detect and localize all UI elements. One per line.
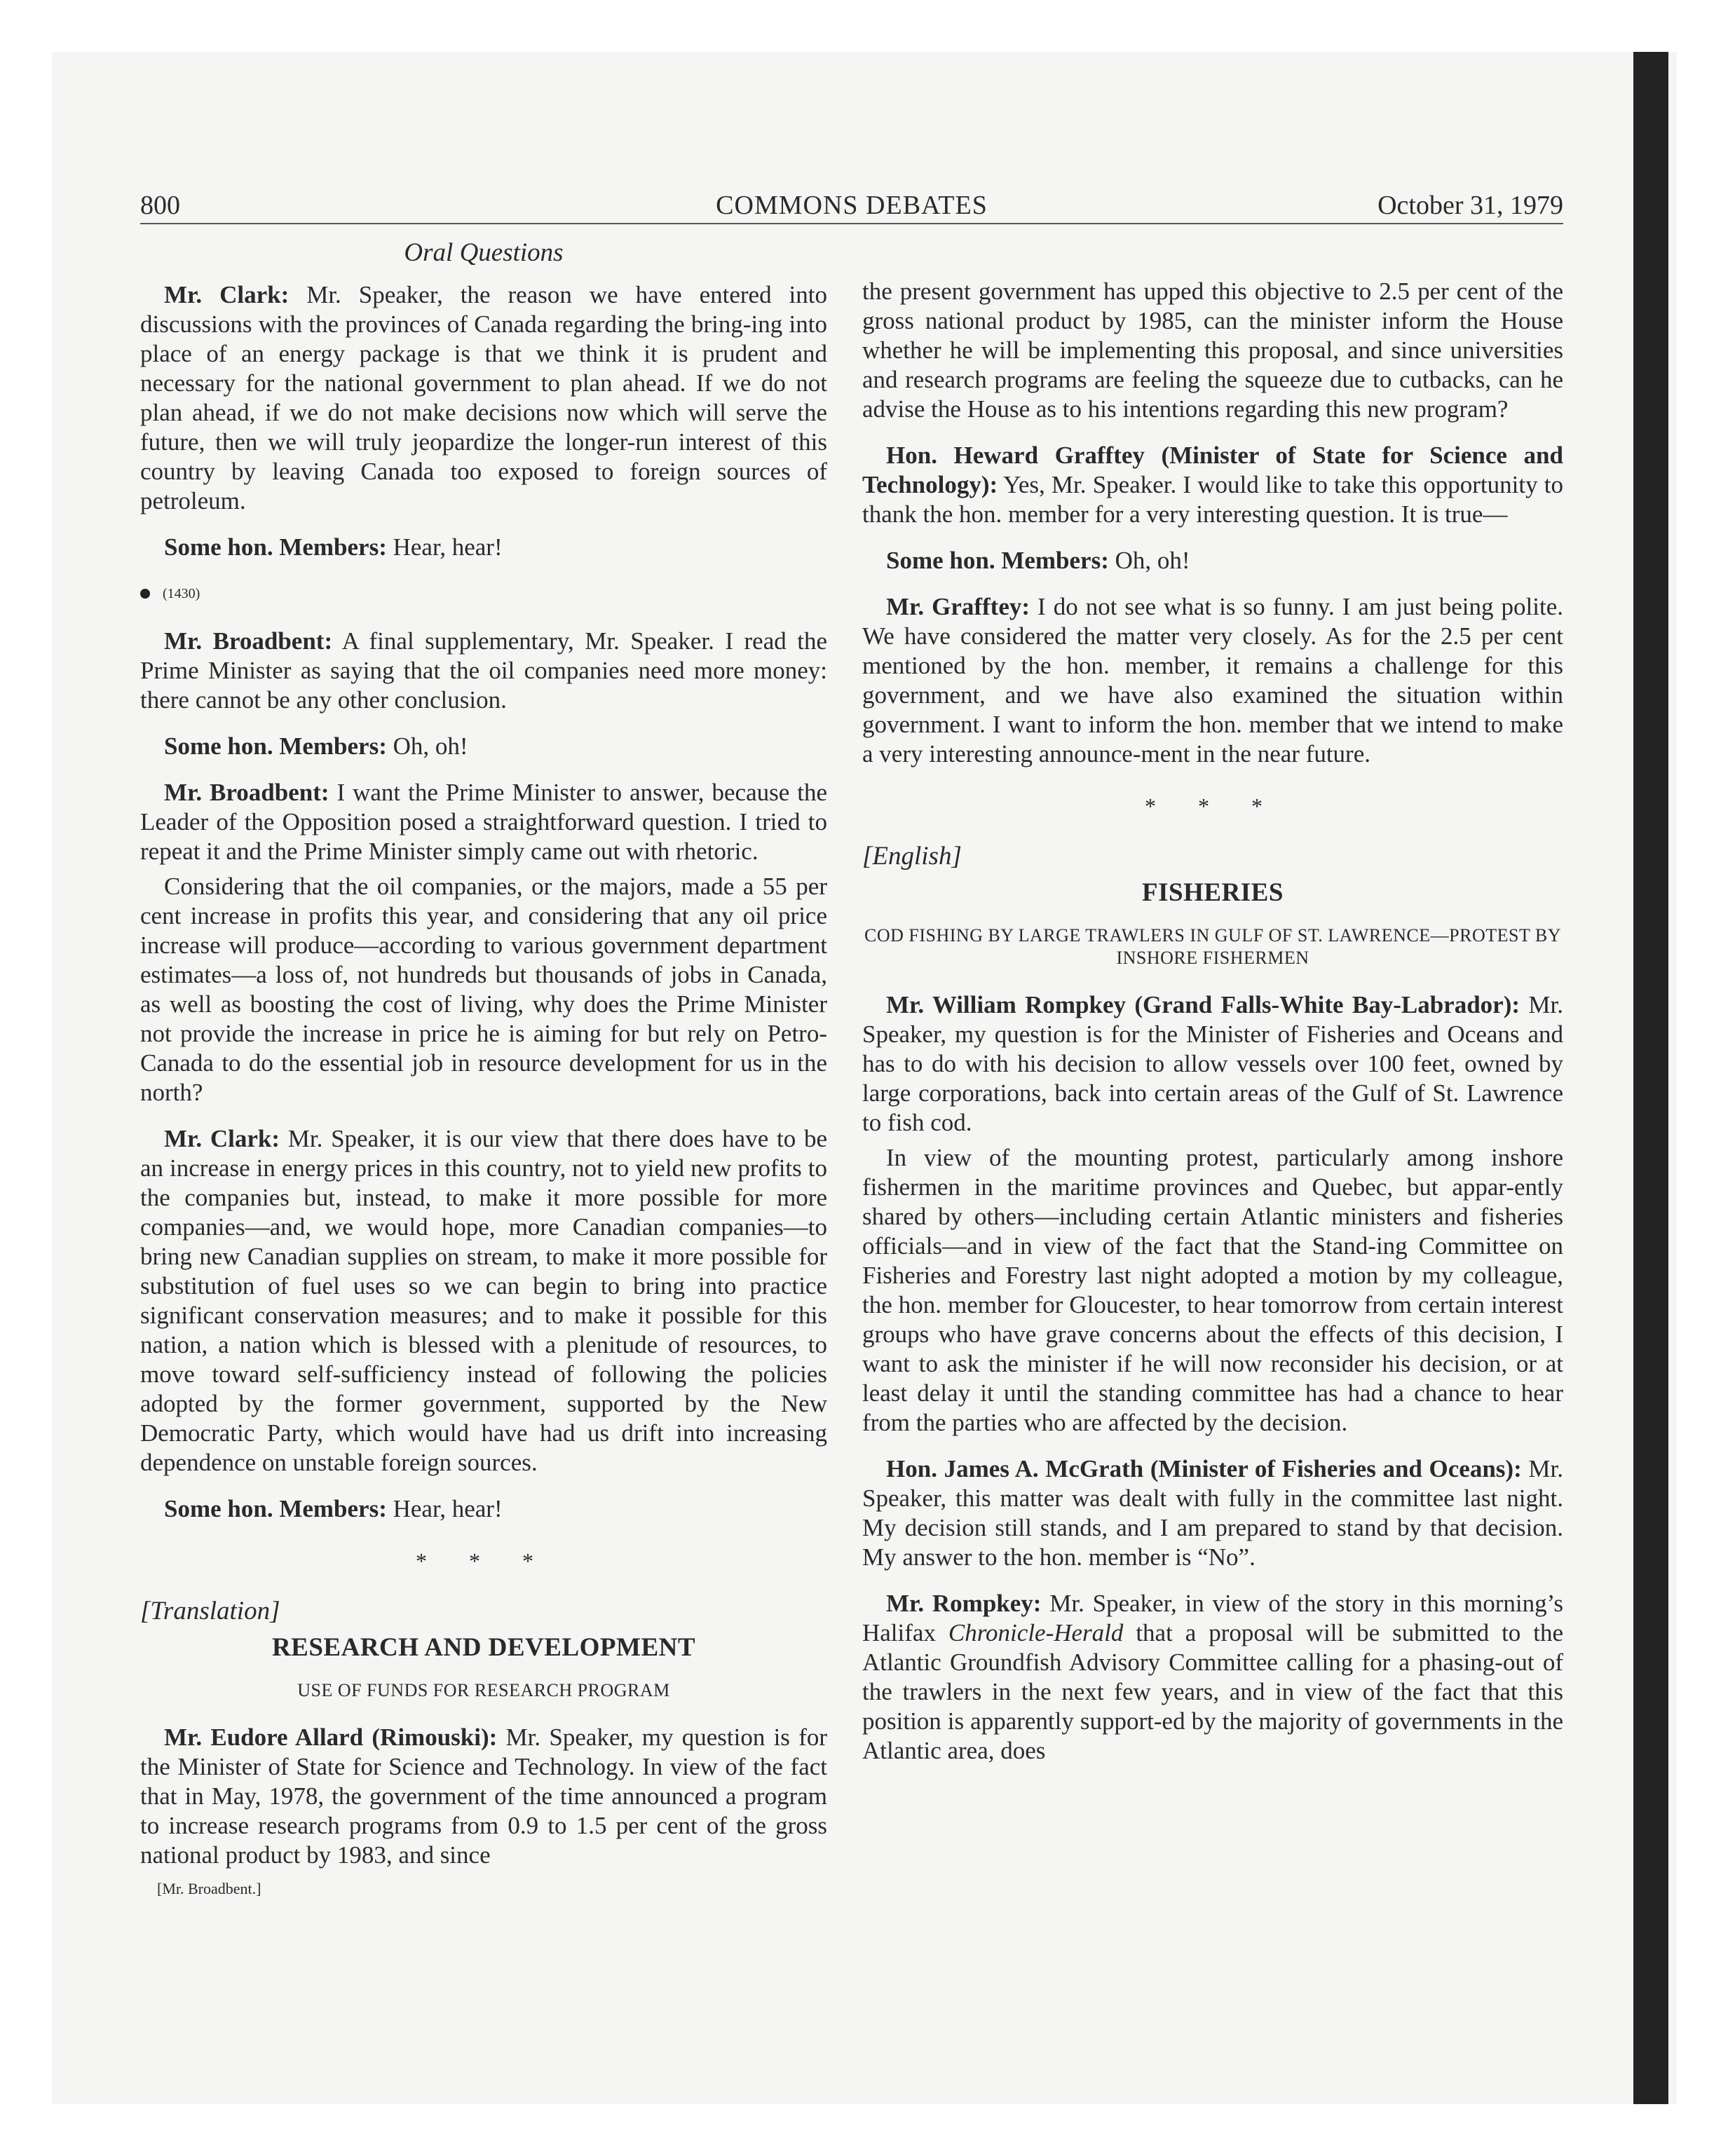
language-tag: [Translation] [140, 1597, 280, 1625]
speaker-name: Mr. Eudore Allard (Rimouski): [164, 1724, 498, 1751]
bullet-icon [140, 589, 150, 599]
speaker-name: Mr. Grafftey: [886, 593, 1030, 620]
speech-text: Mr. Speaker, the reason we have entered into discussions with the provinces of Canada regarding the bring-ing into place of an energy package is that we think it is prudent and necessary for the national government to plan ahead. If we do not plan ahead, if we do not make decisions now which will serve the future, then we will truly jeopardize the longer-run interest of this country by leaving Canada too exposed to foreign sources of petroleum. [140, 281, 827, 514]
section-label: Oral Questions [404, 238, 564, 267]
paragraph: the present government has upped this objective to 2.5 per cent of the gross national product by 1985, can the minister inform the House whether he will be implementing this proposal, and since universities and research programs are feeling the squeeze due to cutbacks, can he advise the House as to his intentions regarding this new program? [862, 278, 1563, 423]
binding-edge [1633, 52, 1668, 2104]
speech-text: Mr. Speaker, this matter was dealt with fully in the committee last night. My decision still stands, and I am prepared to stand by that decision. My answer to the hon. member is “No”. [862, 1455, 1563, 1571]
speaker-name: Mr. Broadbent: [164, 779, 329, 806]
speech-text: I do not see what is so funny. I am just being polite. We have considered the matter very closely. As for the 2.5 per cent mentioned by the hon. member, it remains a challenge for this government, and we have also examined the situation within government. I want to inform the hon. member that we intend to make a very interesting announce-ment in the near future. [862, 593, 1563, 767]
section-subheading: COD FISHING BY LARGE TRAWLERS IN GULF OF ST. LAWRENCE—PROTEST BY INSHORE FISHERMEN [864, 925, 1561, 968]
paragraph [140, 280, 827, 516]
time-marker [140, 579, 827, 608]
paragraph [140, 533, 827, 562]
speaker-name: Some hon. Members: [164, 533, 387, 561]
paragraph [862, 592, 1563, 769]
newspaper-title: Chronicle-Herald [948, 1619, 1124, 1646]
paragraph [140, 1494, 827, 1524]
speech-text: I want the Prime Minister to answer, because the Leader of the Opposition posed a straightforward question. I tried to repeat it and the Prime Minister simply came out with rhetoric. [140, 779, 827, 865]
speech-text: Mr. Speaker, my question is for the Minister of State for Science and Technology. In view of the fact that in May, 1978, the government of the time announced a program to increase research programs from 0.9 to 1.5 per cent of the gross national product by 1983, and since [140, 1724, 827, 1869]
speech-text: Oh, oh! [1108, 547, 1190, 574]
section-subheading: USE OF FUNDS FOR RESEARCH PROGRAM [297, 1680, 670, 1700]
section-divider: * * * [416, 1548, 552, 1574]
paragraph [140, 732, 827, 761]
speech-text: A final supplementary, Mr. Speaker. I read the Prime Minister as saying that the oil companies need more money: there cannot be any other conclusion. [140, 627, 827, 714]
speech-text: Mr. Speaker, my question is for the Minister of Fisheries and Oceans and has to do with his decision to allow vessels over 100 feet, owned by large corporations, back into certain areas of the Gulf of St. Lawrence to fish cod. [862, 991, 1563, 1136]
speech-text: Mr. Speaker, in view of the story in this morning’s Halifax [862, 1590, 1563, 1646]
speech-text: that a proposal will be submitted to the Atlantic Groundfish Advisory Committee calling for a phasing-out of the trawlers in the next few years, and in view of the fact that this position is apparently support-ed by the majority of governments in the Atlantic area, does [862, 1619, 1563, 1764]
speaker-name: Some hon. Members: [886, 547, 1109, 574]
section-divider: * * * [1145, 793, 1281, 819]
paragraph: Considering that the oil companies, or the majors, made a 55 per cent increase in profits this year, and considering that any oil price increase will produce—according to various government department estimates—a loss of, not hundreds but thousands of jobs in Canada, as well as boosting the cost of living, why does the Prime Minister not provide the increase in price he is aiming for but rely on Petro-Canada to do the essential job in resource development for us in the north? [140, 873, 827, 1106]
page-header [140, 188, 1563, 224]
paragraph [862, 546, 1563, 575]
paragraph [140, 1124, 827, 1478]
speaker-name: Mr. Rompkey: [886, 1590, 1042, 1617]
page-date: October 31, 1979 [1377, 191, 1563, 220]
speaker-name: Some hon. Members: [164, 732, 387, 760]
speech-text: Oh, oh! [386, 732, 468, 760]
page-number: 800 [140, 191, 180, 220]
language-tag: [English] [862, 842, 962, 871]
speaker-name: Hon. Heward Grafftey (Minister of State for Science and Technology): [862, 442, 1563, 498]
speech-text: Mr. Speaker, it is our view that there does have to be an increase in energy prices in this country, not to yield new profits to the companies but, instead, to make it more possible for more companies—and, we would hope, more Canadian companies—to bring new Canadian supplies on stream, to make it more possible for substitution of fuel uses so we can begin to bring into practice significant conservation measures; and to make it possible for this nation, a nation which is blessed with a plenitude of resources, to move toward self-sufficiency instead of following the policies adopted by the former government, supported by the New Democratic Party, which would have had us drift into increasing dependence on unstable foreign sources. [140, 1125, 827, 1476]
speaker-name: Mr. Clark: [164, 281, 290, 308]
speech-text: Yes, Mr. Speaker. I would like to take this opportunity to thank the hon. member for a very interesting question. It is true— [862, 471, 1563, 528]
speaker-name: Hon. James A. McGrath (Minister of Fisheries and Oceans): [886, 1455, 1522, 1482]
paragraph [862, 990, 1563, 1138]
section-heading: FISHERIES [1142, 878, 1284, 907]
footnote: [Mr. Broadbent.] [157, 1880, 261, 1897]
speaker-name: Mr. Broadbent: [164, 627, 333, 655]
speech-text: Hear, hear! [386, 533, 503, 561]
right-column [862, 277, 1563, 1782]
time-marker-text: (1430) [163, 586, 200, 601]
paragraph [140, 627, 827, 715]
paragraph: In view of the mounting protest, particularly among inshore fishermen in the maritime provinces and Quebec, but appar-ently shared by others—including certain Atlantic ministers and fisheries officials—and in view of the fact that the Stand-ing Committee on Fisheries and Forestry last night adopted a motion by my colleague, the hon. member for Gloucester, to hear tomorrow from certain interest groups who have grave concerns about the effects of this decision, I want to ask the minister if he will now reconsider his decision, or at least delay it until the standing committee has had a chance to hear from the parties who are affected by the decision. [862, 1144, 1563, 1436]
left-column [140, 238, 827, 1904]
paragraph [862, 1454, 1563, 1572]
speech-text: Hear, hear! [386, 1495, 503, 1522]
paragraph [140, 1723, 827, 1870]
paragraph [862, 1589, 1563, 1766]
publication-title: COMMONS DEBATES [716, 191, 988, 220]
section-heading: RESEARCH AND DEVELOPMENT [271, 1633, 696, 1662]
speaker-name: Mr. William Rompkey (Grand Falls-White Bay-Labrador): [886, 991, 1520, 1018]
speaker-name: Some hon. Members: [164, 1495, 387, 1522]
paragraph [140, 778, 827, 866]
paragraph [862, 441, 1563, 529]
speaker-name: Mr. Clark: [164, 1125, 280, 1152]
